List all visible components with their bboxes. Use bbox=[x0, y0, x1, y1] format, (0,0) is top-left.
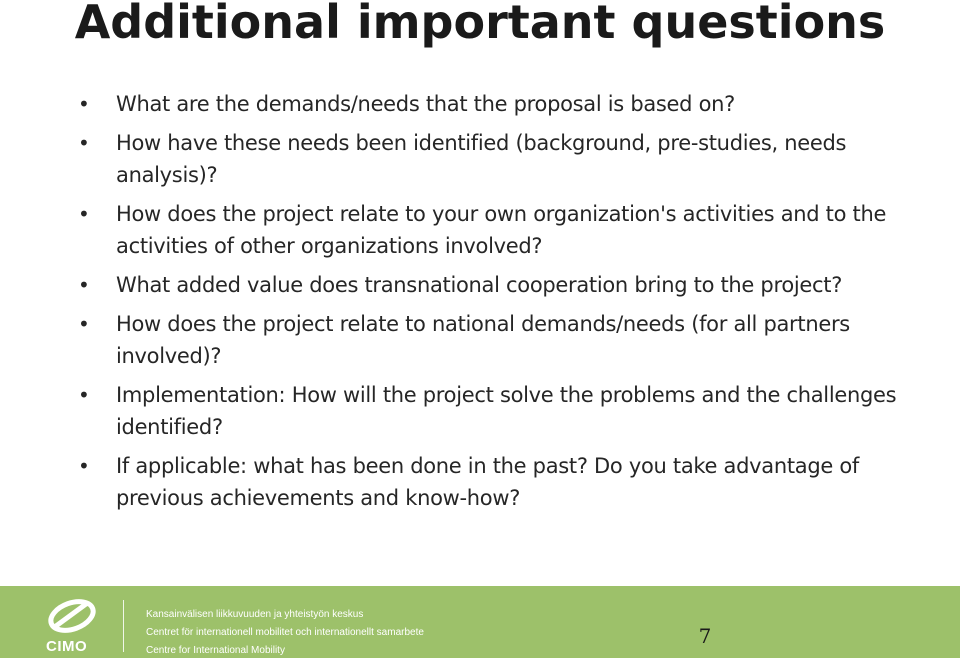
bullet-dot-icon: • bbox=[78, 202, 90, 226]
cimo-logo-icon bbox=[42, 596, 102, 638]
bullet-text: What added value does transnational cooperation bring to the project? bbox=[116, 273, 843, 297]
footer-organization-names bbox=[146, 606, 424, 660]
bullet-text: If applicable: what has been done in the past? Do you take advantage of previous achievements and know-how? bbox=[116, 454, 859, 510]
slide-title: Additional important questions bbox=[74, 0, 886, 49]
bullet-item bbox=[0, 198, 960, 262]
bullet-item bbox=[0, 269, 960, 301]
bullet-dot-icon: • bbox=[78, 92, 90, 116]
bullet-dot-icon: • bbox=[78, 131, 90, 155]
bullet-item bbox=[0, 379, 960, 443]
bullet-text: What are the demands/needs that the proposal is based on? bbox=[116, 92, 735, 116]
bullet-item bbox=[0, 88, 960, 120]
bullet-item bbox=[0, 127, 960, 191]
bullet-dot-icon: • bbox=[78, 383, 90, 407]
bullet-text: How does the project relate to your own organization's activities and to the activities of other organizations involved? bbox=[116, 202, 887, 258]
bullet-item bbox=[0, 308, 960, 372]
bullet-dot-icon: • bbox=[78, 454, 90, 478]
footer-bar bbox=[0, 586, 960, 658]
footer-line-english: Centre for International Mobility bbox=[146, 645, 285, 656]
footer-line-swedish: Centret för internationell mobilitet och internationellt samarbete bbox=[146, 627, 424, 638]
bullet-text: Implementation: How will the project solve the problems and the challenges identified? bbox=[116, 383, 897, 439]
bullet-text: How does the project relate to national demands/needs (for all partners involved)? bbox=[116, 312, 850, 368]
bullet-dot-icon: • bbox=[78, 312, 90, 336]
logo-text: CIMO bbox=[46, 638, 88, 655]
page-number: 7 bbox=[698, 624, 712, 648]
cimo-logo bbox=[42, 596, 102, 654]
bullet-dot-icon: • bbox=[78, 273, 90, 297]
bullet-item bbox=[0, 450, 960, 514]
bullet-list bbox=[0, 88, 960, 521]
bullet-text: How have these needs been identified (background, pre-studies, needs analysis)? bbox=[116, 131, 847, 187]
footer-line-finnish: Kansainvälisen liikkuvuuden ja yhteistyön keskus bbox=[146, 609, 364, 620]
footer-divider bbox=[123, 600, 124, 652]
